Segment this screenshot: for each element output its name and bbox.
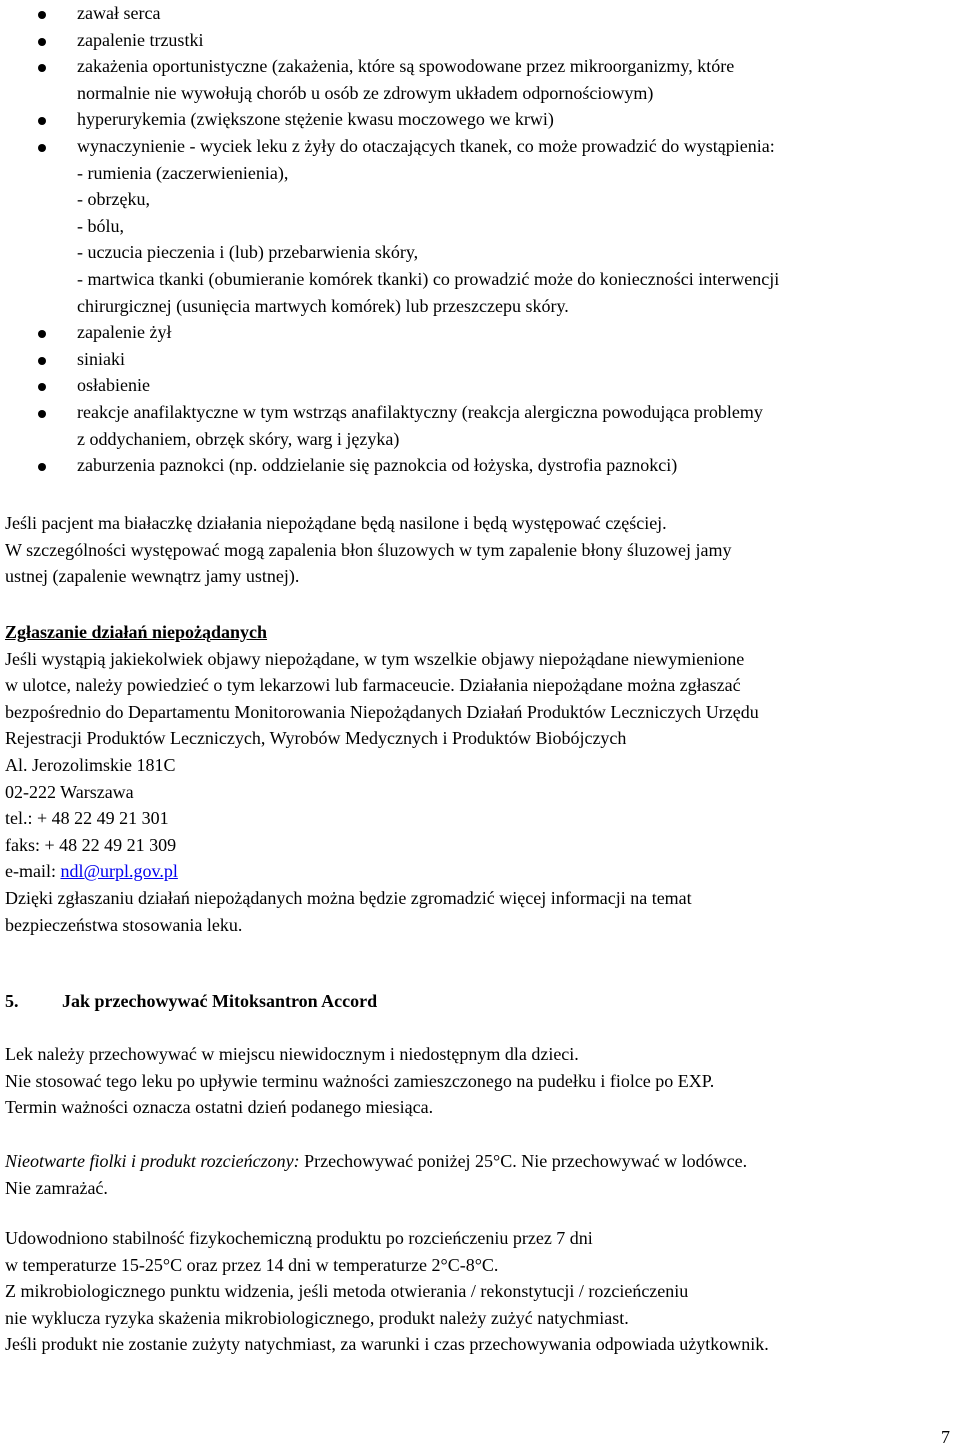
list-item [0,133,960,319]
text-line: nie wyklucza ryzyka skażenia mikrobiologicznego, produkt należy zużyć natychmiast. [5,1307,629,1328]
list-item-text: chirurgicznej (usunięcia martwych komórek) lub przeszczepu skóry. [77,295,569,316]
list-item-text: osłabienie [77,375,150,396]
section-title: Jak przechowywać Mitoksantron Accord [62,991,378,1011]
bullet-icon [38,330,46,338]
text-line: Z mikrobiologicznego punktu widzenia, jeśli metoda otwierania / rekonstytucji / rozcieńczeniu [5,1281,689,1302]
bullet-icon [38,410,46,418]
bullet-icon [38,383,46,391]
address-line: Al. Jerozolimskie 181C [5,754,176,775]
list-item-text: - uczucia pieczenia i (lub) przebarwienia skóry, [77,242,419,263]
list-item [0,346,960,373]
text-line: Nie zamrażać. [5,1177,108,1198]
list-item [0,372,960,399]
bullet-icon [38,117,46,125]
list-item [0,53,960,106]
list-item-text: zapalenie żył [77,322,172,343]
list-item-text: hyperurykemia (zwiększone stężenie kwasu moczowego we krwi) [77,109,554,130]
text-line: Dzięki zgłaszaniu działań niepożądanych można będzie zgromadzić więcej informacji na temat [5,887,692,908]
bullet-icon [38,357,46,365]
list-item-text: - bólu, [77,215,124,236]
text-line: W szczególności występować mogą zapalenia błon śluzowych w tym zapalenie błony śluzowej jamy [5,539,732,560]
leukemia-paragraph [5,510,731,590]
text-line: ustnej (zapalenie wewnątrz jamy ustnej). [5,566,300,587]
text-line [5,1148,747,1175]
list-item [0,399,960,452]
text-line: bezpośrednio do Departamentu Monitorowania Niepożądanych Działań Produktów Leczniczych Urzędu [5,701,759,722]
list-item-text: zaburzenia paznokci (np. oddzielanie się paznokcia od łożyska, dystrofia paznokci) [77,455,678,476]
list-item [0,106,960,133]
text-line: bezpieczeństwa stosowania leku. [5,914,243,935]
list-item-text: - rumienia (zaczerwienienia), [77,162,289,183]
list-item-text: - obrzęku, [77,189,150,210]
storage-paragraph-1 [5,1041,714,1121]
italic-phrase: Nieotwarte fiolki i produkt rozcieńczony: [5,1151,300,1171]
text-line: w temperaturze 15-25°C oraz przez 14 dni w temperaturze 2°C-8°C. [5,1254,499,1275]
storage-paragraph-2 [5,1148,747,1201]
text-line: Jeśli wystąpią jakiekolwiek objawy niepożądane, w tym wszelkie objawy niepożądane niewymienione [5,648,745,669]
list-item [0,452,960,479]
postal-line: 02-222 Warszawa [5,781,134,802]
list-item-text: normalnie nie wywołują chorób u osób ze zdrowym układem odpornościowym) [77,82,654,103]
phone-line: tel.: + 48 22 49 21 301 [5,808,169,829]
text-line: Jeśli pacjent ma białaczkę działania niepożądane będą nasilone i będą występować częściej. [5,513,667,533]
text-span: Przechowywać poniżej 25°C. Nie przechowywać w lodówce. [299,1151,748,1171]
section-5-heading [5,988,377,1015]
list-item-text: zakażenia oportunistyczne (zakażenia, które są spowodowane przez mikroorganizmy, które [77,56,735,77]
list-item-text: reakcje anafilaktyczne w tym wstrząs anafilaktyczny (reakcja alergiczna powodująca problemy [77,401,763,422]
fax-line: faks: + 48 22 49 21 309 [5,834,177,855]
text-line: w ulotce, należy powiedzieć o tym lekarzowi lub farmaceucie. Działania niepożądane można zgłaszać [5,675,741,696]
list-item-text: - martwica tkanki (obumieranie komórek tkanki) co prowadzić może do konieczności interwencji [77,268,780,289]
list-item-text: wynaczynienie - wyciek leku z żyły do otaczających tkanek, co może prowadzić do wystąpienia: [77,135,775,156]
text-line: Udowodniono stabilność fizykochemiczną produktu po rozcieńczeniu przez 7 dni [5,1228,593,1248]
list-item [0,0,960,27]
email-label: e-mail: [5,861,61,882]
storage-paragraph-3 [5,1225,769,1358]
bullet-icon [38,144,46,152]
bullet-icon [38,463,46,471]
list-item [0,319,960,346]
list-item-text: zapalenie trzustki [77,29,204,50]
list-item-text: z oddychaniem, obrzęk skóry, warg i języka) [77,428,400,449]
reporting-section [5,619,759,938]
list-item-text: siniaki [77,348,125,369]
text-line: Rejestracji Produktów Leczniczych, Wyrobów Medycznych i Produktów Biobójczych [5,728,627,749]
bullet-icon [38,64,46,72]
page-number: 7 [941,1427,950,1447]
text-line: Termin ważności oznacza ostatni dzień podanego miesiąca. [5,1097,434,1118]
reporting-heading: Zgłaszanie działań niepożądanych [5,622,268,642]
email-line [5,858,759,885]
list-item-text: zawał serca [77,3,161,23]
bullet-icon [38,38,46,46]
side-effects-list [0,0,960,479]
list-item [0,27,960,54]
email-link[interactable]: ndl@urpl.gov.pl [60,861,178,882]
text-line: Nie stosować tego leku po upływie terminu ważności zamieszczonego na pudełku i fiolce po EXP. [5,1070,715,1091]
bullet-icon [38,11,46,19]
text-line: Jeśli produkt nie zostanie zużyty natychmiast, za warunki i czas przechowywania odpowiada użytkownik. [5,1334,769,1355]
section-number: 5. [5,991,19,1011]
text-line: Lek należy przechowywać w miejscu niewidocznym i niedostępnym dla dzieci. [5,1044,579,1064]
